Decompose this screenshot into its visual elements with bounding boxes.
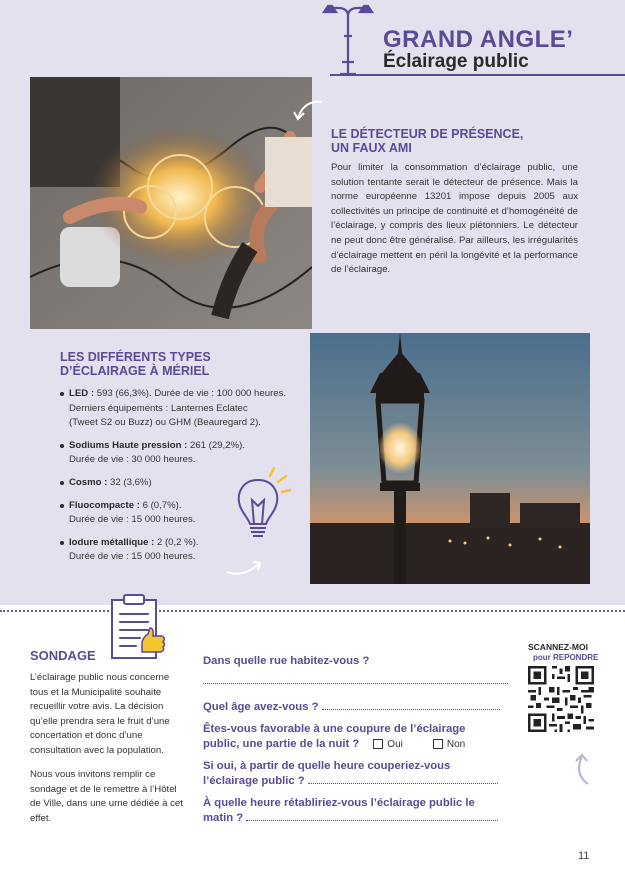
restore-hour-answer-line[interactable]	[246, 820, 498, 821]
scan-label: SCANNEZ-MOI	[528, 642, 588, 652]
question-age: Quel âge avez-vous ?	[203, 700, 500, 715]
age-answer-line[interactable]	[322, 709, 500, 710]
street-answer-line[interactable]	[203, 683, 508, 684]
bulbs-photo	[30, 77, 312, 329]
list-item: Fluocompacte : 6 (0,7%). Durée de vie : 15 000 heures.	[60, 499, 305, 528]
cut-hour-answer-line[interactable]	[308, 783, 498, 784]
question-restore-hour: À quelle heure rétabliriez-vous l’éclairage public le matin ?	[203, 796, 498, 826]
question-favorable: Êtes-vous favorable à une coupure de l’éclairage public, une partie de la nuit ? Oui Non	[203, 723, 466, 750]
list-item: Iodure métallique : 2 (0,2 %). Durée de vie : 15 000 heures.	[60, 536, 305, 565]
list-item: Cosmo : 32 (3,6%)	[60, 476, 305, 491]
question-cut-hour: Si oui, à partir de quelle heure couperiez-vous l’éclairage public ?	[203, 759, 498, 789]
clipboard-survey-icon	[108, 592, 170, 668]
section-subtitle: Éclairage public	[383, 51, 529, 72]
page-number: 11	[578, 850, 590, 862]
list-item: Sodiums Haute pression : 261 (29,2%). Durée de vie : 30 000 heures.	[60, 439, 305, 468]
no-label: Non	[446, 739, 466, 750]
light-bulb-icon	[228, 460, 298, 550]
section-divider	[0, 610, 625, 612]
section-title: GRAND ANGLE’	[383, 26, 574, 53]
qr-code[interactable]	[528, 666, 594, 732]
street-lamp-icon	[318, 2, 378, 76]
yes-checkbox[interactable]	[373, 739, 383, 749]
detector-paragraph: Pour limiter la consommation d’éclairage public, une solution tentante serait le détecteur de présence. Mais la norme européenne 13201 impose depuis 2005 aux collectivités un principe de continuité et d’homogénéité de l’éclairage, y compris des lieux piétonniers. Le détecteur ne peut donc être généralisé. Par ailleurs, les irrégularités d’éclairage mettent en péril la longévité et la performance de l’éclairage.	[331, 162, 578, 276]
curved-arrow-icon	[225, 556, 265, 578]
sondage-instructions: Nous vous invitons remplir ce sondage et de le remettre à l’Hôtel de Ville, dans une urne dédiée à cet effet.	[30, 769, 183, 824]
curved-arrow-icon	[572, 752, 594, 786]
yes-label: Oui	[387, 739, 403, 750]
no-checkbox[interactable]	[433, 739, 443, 749]
scan-sublabel: pour REPONDRE	[533, 653, 599, 662]
curved-arrow-icon	[292, 96, 326, 124]
detector-title: LE DÉTECTEUR DE PRÉSENCE, UN FAUX AMI	[331, 127, 524, 155]
sondage-paragraph: L’éclairage public nous concerne tous et la Municipalité souhaite recueillir votre avis. La décision qu’elle prendra sera le fruit d’une concertation et donc d’une consultation avec la population.	[30, 672, 170, 756]
street-lamp-photo	[310, 333, 590, 584]
sondage-title: SONDAGE	[30, 648, 96, 663]
header-underline	[330, 74, 625, 76]
question-street: Dans quelle rue habitez-vous ?	[203, 655, 370, 667]
list-item: LED : 593 (66,3%). Durée de vie : 100 000 heures. Derniers équipements : Lanternes Eclatec (Tweet S2 ou Buzz) ou GHM (Beauregard 2).	[60, 387, 305, 431]
types-title: LES DIFFÉRENTS TYPES D’ÉCLAIRAGE À MÉRIEL	[60, 350, 211, 378]
